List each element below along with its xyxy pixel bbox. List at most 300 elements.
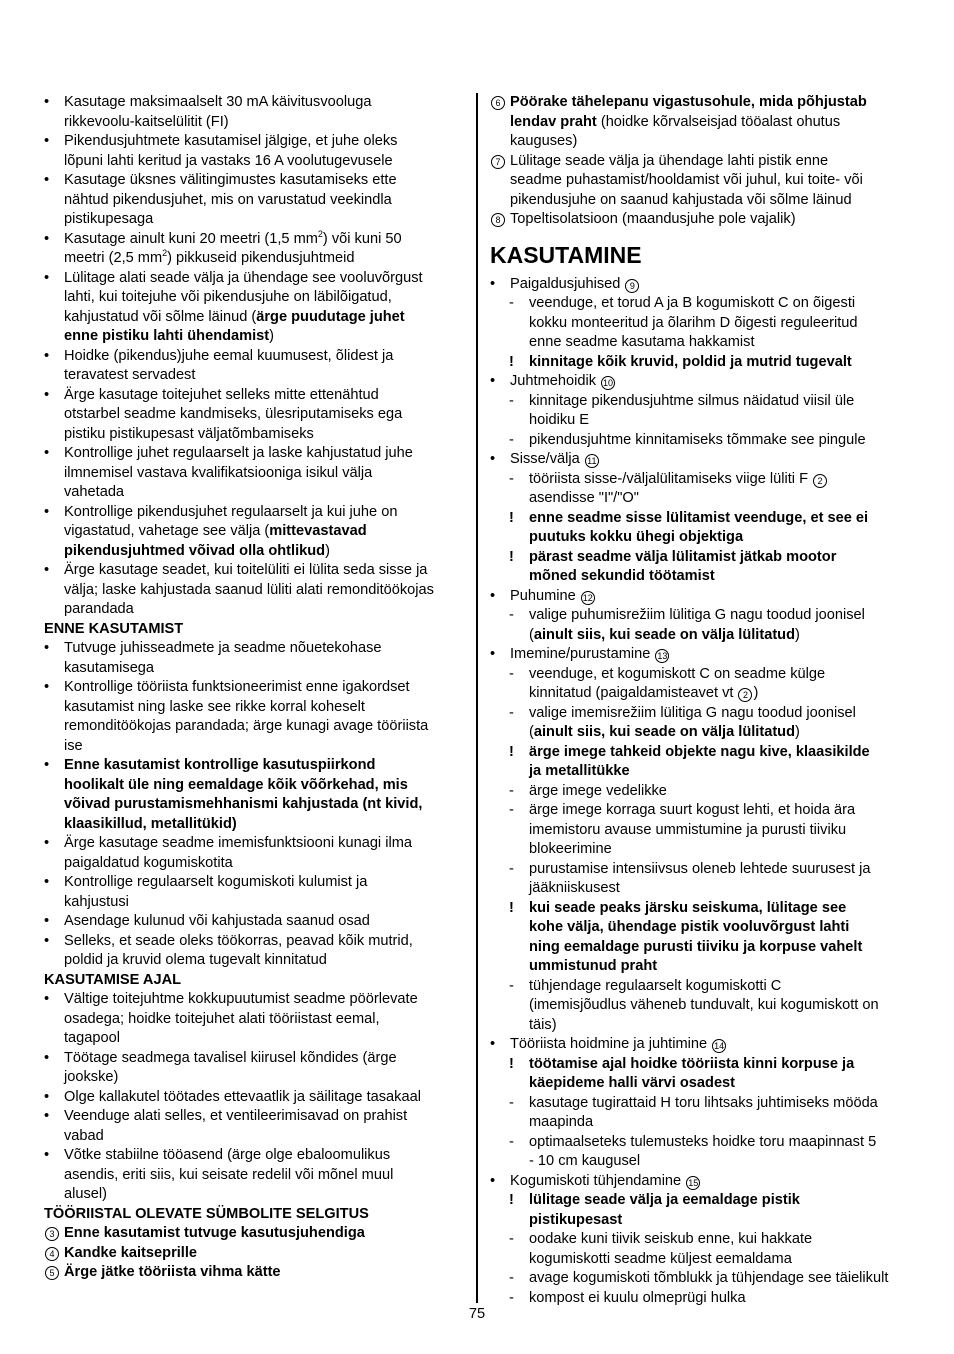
text-line [44, 425, 466, 445]
text-line [44, 1088, 466, 1108]
text-line [490, 1133, 910, 1153]
text-line [44, 581, 466, 601]
text-line [490, 1269, 910, 1289]
text-line [490, 489, 910, 509]
bullet-marker: • [44, 1108, 50, 1124]
text-segment: blokeerimine [529, 841, 612, 857]
text-segment: seadme puhastamist/hooldamist või juhul, kui toite- või [510, 172, 863, 188]
text-segment: jookske) [64, 1069, 119, 1085]
text-line [44, 1127, 466, 1147]
text-segment: mõned sekundid töötamist [529, 568, 715, 584]
text-line [490, 1035, 910, 1055]
text-segment: kogumiskotti seadme küljest eemaldama [529, 1250, 792, 1267]
bullet-marker: • [490, 1172, 496, 1189]
text-segment: valige puhumisrežiim lülitiga G nagu toodud joonisel [529, 607, 865, 623]
text-line [44, 132, 466, 152]
text-line [44, 93, 466, 113]
text-line [490, 899, 910, 919]
bullet-marker: • [44, 562, 50, 578]
text-segment: Kontrollige tööriista funktsioneerimist enne igakordset [64, 679, 410, 695]
text-line [490, 1094, 910, 1114]
text-segment: pikendusjuhtme kinnitamiseks tõmmake see pingule [529, 431, 866, 448]
text-segment: ) või kuni 50 [322, 230, 402, 247]
bullet-marker: • [490, 275, 496, 292]
text-segment: otstarbel seadme kandmiseks, ülesriputamiseks ega [64, 406, 403, 422]
text-line [44, 990, 466, 1010]
bullet-marker: • [44, 1088, 50, 1105]
text-segment: Pikendusjuhtmete kasutamisel jälgige, et juhe oleks [64, 133, 398, 149]
text-line [44, 191, 466, 211]
bullet-marker: • [44, 172, 50, 188]
text-segment: Enne kasutamist tutvuge kasutusjuhendiga [64, 1225, 365, 1241]
text-line [44, 1185, 466, 1205]
text-line [44, 795, 466, 815]
text-segment: kasutamisega [64, 659, 155, 676]
text-line [490, 333, 910, 353]
text-line [490, 1152, 910, 1172]
text-segment: Hoidke (pikendus)juhe eemal kuumusest, õlidest ja [64, 347, 394, 364]
text-segment: enne seadme kasutama hakkamist [529, 334, 755, 350]
text-line [44, 873, 466, 893]
text-line [44, 386, 466, 406]
text-segment: vabad [64, 1127, 104, 1144]
text-line [490, 1172, 910, 1192]
dash-marker: - [509, 860, 514, 877]
text-line [44, 776, 466, 796]
text-segment: kahjustatud või sõlme läinud ( [64, 308, 257, 325]
text-line [490, 275, 910, 295]
text-line [490, 1113, 910, 1133]
text-segment: KASUTAMINE [490, 241, 642, 268]
text-segment: parandada [64, 601, 134, 617]
text-segment: pistiku pistikupesast väljatõmbamiseks [64, 425, 314, 442]
text-line [44, 1107, 466, 1127]
dash-marker: - [509, 1094, 514, 1111]
warning-marker: ! [509, 1055, 514, 1072]
text-line [44, 152, 466, 172]
bullet-marker: • [490, 451, 496, 467]
text-segment: Kontrollige regulaarselt kogumiskoti kulumist ja [64, 874, 368, 890]
text-line [44, 347, 466, 367]
text-segment: Kontrollige juhet regulaarselt ja laske kahjustatud juhe [64, 445, 413, 461]
text-segment: ( [529, 724, 534, 740]
text-line [490, 840, 910, 860]
text-segment: välja; laske kahjustada saanud lüliti alati remonditöökojas [64, 581, 434, 598]
text-segment: Kontrollige pikendusjuhet regulaarselt ja kui juhe on [64, 503, 398, 520]
text-segment: Tutvuge juhisseadmete ja seadme nõuetekohase [64, 640, 382, 656]
text-line [490, 548, 910, 568]
text-segment: kinnitage pikendusjuhtme silmus näidatud viisil üle [529, 392, 855, 409]
text-segment: Kandke kaitseprille [64, 1244, 198, 1261]
text-segment: pikendusjuhtmed võivad olla ohtlikud [64, 542, 326, 559]
text-line [490, 411, 910, 431]
text-segment: Enne kasutamist kontrollige kasutuspiirkond [64, 757, 376, 773]
dash-marker: - [509, 1231, 514, 1247]
text-segment: Paigaldusjuhised [510, 275, 625, 292]
text-line [44, 464, 466, 484]
text-segment: Ärge kasutage seadet, kui toitelüliti ei lülita seda sisse ja [64, 562, 428, 578]
text-segment: Vältige toitejuhtme kokkupuutumist seadme pöörlevate [64, 991, 418, 1007]
text-segment: Võtke stabiilne tööasend (ärge olge ebaloomulikus [64, 1147, 391, 1163]
text-segment: Kasutage ainult kuni 20 meetri (1,5 mm [64, 230, 318, 247]
bullet-marker: • [44, 347, 50, 364]
text-line [44, 1166, 466, 1186]
text-line [490, 723, 910, 743]
text-line [490, 1074, 910, 1094]
circled-number-icon: 3 [45, 1227, 59, 1241]
text-segment: oodake kuni tiivik seiskub enne, kui hakkate [529, 1231, 813, 1247]
text-line [44, 210, 466, 230]
text-segment: teravatest servadest [64, 367, 196, 383]
text-line [44, 698, 466, 718]
text-segment: hoolikalt üle ning eemaldage kõik võõrkehad, mis [64, 776, 408, 793]
bullet-marker: • [44, 445, 50, 461]
text-line [44, 971, 466, 991]
text-line [490, 113, 910, 133]
text-segment: 2 [162, 248, 168, 259]
text-segment: pistikupesaga [64, 211, 154, 227]
text-line [44, 366, 466, 386]
text-segment: kompost ei kuulu olmeprügi hulka [529, 1289, 746, 1306]
text-segment: tööriista sisse-/väljalülitamiseks viige lüliti F [529, 470, 813, 487]
text-segment: ummistunud praht [529, 958, 658, 974]
text-line [44, 932, 466, 952]
text-segment: osadega; hoidke toitejuhet alati tööriistast eemal, [64, 1010, 380, 1027]
bullet-marker: • [44, 874, 50, 890]
dash-marker: - [509, 295, 514, 311]
text-line [490, 996, 910, 1016]
text-line [44, 230, 466, 250]
text-line [490, 957, 910, 977]
text-line [490, 665, 910, 685]
text-line [490, 450, 910, 470]
bullet-marker: • [44, 1147, 50, 1163]
text-segment: Kogumiskoti tühjendamine [510, 1172, 686, 1189]
dash-marker: - [509, 1270, 514, 1286]
bullet-marker: • [490, 1036, 496, 1052]
text-segment: Kasutage maksimaalselt 30 mA käivitusvooluga [64, 94, 372, 110]
warning-marker: ! [509, 509, 514, 526]
text-line [44, 659, 466, 679]
text-line [490, 1055, 910, 1075]
circled-number-icon: 5 [45, 1266, 59, 1280]
text-segment: Selleks, et seade oleks töökorras, peavad kõik mutrid, [64, 932, 413, 949]
text-line [44, 620, 466, 640]
bullet-marker: • [44, 991, 50, 1007]
dash-marker: - [509, 802, 514, 818]
text-segment: valige imemisrežiim lülitiga G nagu toodud joonisel [529, 704, 856, 721]
text-segment: kinnitage kõik kruvid, poldid ja mutrid tugevalt [529, 353, 852, 370]
text-segment: Topeltisolatsioon (maandusjuhe pole vajalik) [510, 211, 796, 227]
text-line [44, 815, 466, 835]
text-segment: tagapool [64, 1030, 120, 1046]
text-line [44, 171, 466, 191]
text-segment: täis) [529, 1016, 557, 1033]
text-line [44, 288, 466, 308]
text-line [44, 405, 466, 425]
text-segment: ise [64, 737, 83, 754]
circled-number-icon: 11 [585, 454, 599, 468]
text-line [490, 684, 910, 704]
bullet-marker: • [490, 373, 496, 389]
text-line [490, 1016, 910, 1036]
text-line [490, 743, 910, 763]
text-line [490, 1250, 910, 1270]
text-segment: pistikupesast [529, 1211, 623, 1228]
text-line [44, 737, 466, 757]
text-segment: ainult siis, kui seade on välja lülitatud [533, 626, 796, 643]
bullet-marker: • [44, 230, 50, 247]
text-segment: remonditöökojas parandada; ärge kunagi avage tööriista [64, 718, 429, 734]
text-line [490, 528, 910, 548]
text-line [490, 860, 910, 880]
circled-number-icon: 9 [625, 279, 639, 293]
text-line [490, 152, 910, 172]
section-heading [490, 241, 910, 269]
text-line [44, 639, 466, 659]
right-column [490, 93, 910, 1308]
text-segment: klaasikillud, metallitükid) [64, 815, 237, 832]
text-line [44, 834, 466, 854]
text-line [490, 626, 910, 646]
text-segment: ) [795, 626, 800, 643]
text-segment: (imemisjõudlus väheneb tunduvalt, kui kogumiskott on [529, 997, 879, 1013]
circled-number-icon: 4 [45, 1247, 59, 1261]
text-segment: avage kogumiskoti tõmblukk ja tühjendage see täielikult [529, 1270, 889, 1286]
bullet-marker: • [44, 640, 50, 656]
text-line [490, 191, 910, 211]
text-line [490, 587, 910, 607]
text-line [490, 938, 910, 958]
text-segment: meetri (2,5 mm [64, 250, 163, 266]
dash-marker: - [509, 392, 514, 409]
text-segment: kasutage tugirattaid H toru lihtsaks juhtimiseks mööda [529, 1094, 878, 1111]
text-segment: võivad purustamismehhanismi kahjustada (nt kivid, [64, 796, 423, 812]
bullet-marker: • [44, 503, 50, 520]
circled-number-icon: 8 [491, 213, 505, 227]
text-segment: Ärge jätke tööriista vihma kätte [64, 1264, 281, 1280]
text-line [44, 678, 466, 698]
dash-marker: - [509, 470, 514, 487]
text-segment: ) [753, 685, 759, 701]
text-segment: Ärge kasutage toitejuhet selleks mitte ettenähtud [64, 386, 379, 403]
circled-number-icon: 12 [582, 592, 593, 603]
text-segment: Veenduge alati selles, et ventileerimisavad on prahist [64, 1108, 408, 1124]
text-line [44, 717, 466, 737]
text-segment: ) [325, 542, 330, 559]
text-segment: kokku monteeritud ja õlarihm D õigesti reguleeritud [529, 314, 858, 331]
text-segment: ärge puudutage juhet [256, 308, 405, 325]
text-line [490, 431, 910, 451]
text-line [44, 522, 466, 542]
text-segment: Sisse/välja [510, 451, 584, 467]
text-line [44, 249, 466, 269]
text-line [44, 1146, 466, 1166]
circled-number-icon: 10 [603, 378, 614, 388]
text-line [490, 1191, 910, 1211]
circled-number-icon: 2 [813, 474, 827, 488]
text-line [490, 821, 910, 841]
text-segment: ärge imege vedelikke [529, 782, 667, 799]
bullet-marker: • [44, 1049, 50, 1066]
text-segment: - 10 cm kaugusel [529, 1153, 641, 1169]
dash-marker: - [509, 431, 514, 448]
bullet-marker: • [490, 587, 496, 604]
text-line [44, 600, 466, 620]
text-line [490, 801, 910, 821]
text-segment: Kasutage üksnes välitingimustes kasutamiseks ette [64, 172, 397, 188]
text-segment: maapinda [529, 1114, 594, 1130]
text-segment: imemistoru avause ummistumine ja purusti tiiviku [529, 821, 847, 838]
warning-marker: ! [509, 743, 514, 760]
text-segment: Puhumine [510, 587, 580, 604]
text-segment: vahetada [64, 484, 125, 500]
text-segment: kui seade peaks järsku seiskuma, lülitage see [529, 899, 847, 916]
text-line [490, 704, 910, 724]
text-line [490, 879, 910, 899]
dash-marker: - [509, 704, 514, 721]
text-segment: lahti, kui toitejuhe või pikendusjuhe on läbilõigatud, [64, 289, 392, 305]
text-line [44, 1010, 466, 1030]
text-line [490, 977, 910, 997]
text-segment: veenduge, et kogumiskott C on seadme külge [529, 665, 826, 682]
text-segment: enne pistiku lahti ühendamist [64, 328, 270, 344]
text-line [44, 483, 466, 503]
text-line [44, 503, 466, 523]
text-line [490, 392, 910, 412]
text-segment: nähtud pikendusjuhet, mis on varustatud veekindla [64, 191, 392, 208]
text-line [490, 509, 910, 529]
text-segment: rikkevoolu-kaitselülitit (FI) [64, 113, 229, 130]
text-segment: pärast seadme välja lülitamist jätkab mootor [529, 548, 837, 565]
text-segment: TÖÖRIISTAL OLEVATE SÜMBOLITE SELGITUS [44, 1205, 369, 1222]
dash-marker: - [509, 977, 514, 994]
text-line [44, 756, 466, 776]
bullet-marker: • [44, 386, 50, 403]
bullet-marker: • [44, 133, 50, 149]
text-segment: lendav praht [510, 113, 597, 130]
text-segment: Asendage kulunud või kahjustada saanud osad [64, 913, 370, 929]
text-segment: optimaalseteks tulemusteks hoidke toru maapinnast 5 [529, 1133, 877, 1150]
text-segment: käepideme halli värvi osadest [529, 1075, 736, 1091]
text-line [44, 444, 466, 464]
text-segment: Olge kallakutel töötades ettevaatlik ja säilitage tasakaal [64, 1088, 421, 1105]
dash-marker: - [509, 1289, 514, 1306]
text-segment: ENNE KASUTAMIST [44, 620, 184, 637]
text-line [44, 854, 466, 874]
warning-marker: ! [509, 1192, 514, 1208]
text-segment: kasutamist ning laske see rikke korral koheselt [64, 698, 365, 715]
bullet-marker: • [44, 913, 50, 929]
text-line [490, 567, 910, 587]
dash-marker: - [509, 665, 514, 682]
text-segment: lõpuni lahti keritud ja vastaks 16 A voolutugevusele [64, 152, 393, 169]
column-divider [476, 93, 478, 1303]
text-line [44, 542, 466, 562]
text-segment: kohe välja, ühendage pistik vooluvõrgust lahti [529, 919, 850, 935]
circled-number-icon: 15 [688, 1177, 699, 1188]
text-segment: Ärge kasutage seadme imemisfunktsiooni kunagi ilma [64, 835, 412, 851]
text-segment: Lülitage alati seade välja ja ühendage see vooluvõrgust [64, 269, 423, 286]
text-line [44, 327, 466, 347]
text-segment: jääkniiskusest [529, 880, 620, 896]
text-segment: poldid ja kruvid olema tugevalt kinnitatud [64, 952, 327, 968]
text-line [44, 951, 466, 971]
text-line [490, 606, 910, 626]
bullet-marker: • [44, 932, 50, 949]
bullet-marker: • [44, 269, 50, 286]
text-segment: kauguses) [510, 133, 578, 149]
dash-marker: - [509, 782, 514, 799]
text-segment: Imemine/purustamine [510, 646, 655, 662]
text-line [490, 171, 910, 191]
text-segment: ilmnemisel vastava kvalifikatsiooniga isikul välja [64, 464, 373, 481]
text-segment: vigastatud, vahetage see välja ( [64, 523, 270, 539]
text-segment: ärge imege korraga suurt kogust lehti, et hoida ära [529, 802, 856, 818]
text-segment: 2 [317, 228, 323, 239]
bullet-marker: • [44, 679, 50, 695]
text-segment: ) pikkuseid pikendusjuhtmeid [167, 250, 355, 266]
text-segment: Juhtmehoidik [510, 373, 601, 389]
text-line [490, 294, 910, 314]
text-segment: tühjendage regulaarselt kogumiskotti C [529, 977, 782, 994]
text-segment: Lülitage seade välja ja ühendage lahti pistik enne [510, 152, 829, 169]
text-line [490, 372, 910, 392]
text-segment: puutuks kokku ühegi objektiga [529, 529, 744, 545]
text-segment: pikendusjuhe on saanud kahjustada või sõlme läinud [510, 191, 852, 208]
text-line [44, 1205, 466, 1225]
text-segment: enne seadme sisse lülitamist veenduge, et see ei [529, 509, 869, 526]
warning-marker: ! [509, 548, 514, 565]
text-line [490, 470, 910, 490]
text-segment: ning eemaldage purusti tiiviku ja korpuse vahelt [529, 938, 863, 955]
text-segment: kinnitatud (paigaldamisteavet vt [529, 685, 738, 701]
text-segment: ) [269, 328, 275, 344]
circled-number-icon: 6 [491, 96, 505, 110]
circled-number-icon: 13 [657, 651, 668, 661]
text-line [490, 1211, 910, 1231]
text-line [44, 1049, 466, 1069]
text-segment: ainult siis, kui seade on välja lülitatud [533, 724, 796, 740]
bullet-marker: • [44, 757, 50, 773]
text-segment: (hoidke kõrvalseisjad tööalast ohutus [596, 113, 841, 130]
dash-marker: - [509, 607, 514, 623]
bullet-marker: • [490, 646, 496, 662]
text-line [490, 1230, 910, 1250]
dash-marker: - [509, 1133, 514, 1150]
text-line [44, 912, 466, 932]
text-segment: Töötage seadmega tavalisel kiirusel kõndides (ärge [64, 1049, 397, 1066]
bullet-marker: • [44, 835, 50, 851]
text-segment: kahjustusi [64, 893, 129, 910]
text-segment: alusel) [64, 1186, 107, 1202]
text-segment: veenduge, et torud A ja B kogumiskott C on õigesti [529, 295, 856, 311]
text-line [44, 1029, 466, 1049]
text-segment: paigaldatud kogumiskotita [64, 854, 233, 871]
text-line [44, 561, 466, 581]
text-segment: asendisse "I"/"O" [529, 490, 639, 506]
text-line [44, 893, 466, 913]
text-line [490, 353, 910, 373]
text-segment: ärge imege tahkeid objekte nagu kive, klaasikilde [529, 743, 870, 760]
text-segment: mittevastavad [269, 523, 367, 539]
text-segment: Tööriista hoidmine ja juhtimine [510, 1036, 712, 1052]
text-segment: lülitage seade välja ja eemaldage pistik [529, 1192, 800, 1208]
text-line [44, 1224, 466, 1244]
text-line [44, 113, 466, 133]
text-segment: KASUTAMISE AJAL [44, 971, 182, 988]
text-segment: Pöörake tähelepanu vigastusohule, mida põhjustab [510, 94, 867, 110]
